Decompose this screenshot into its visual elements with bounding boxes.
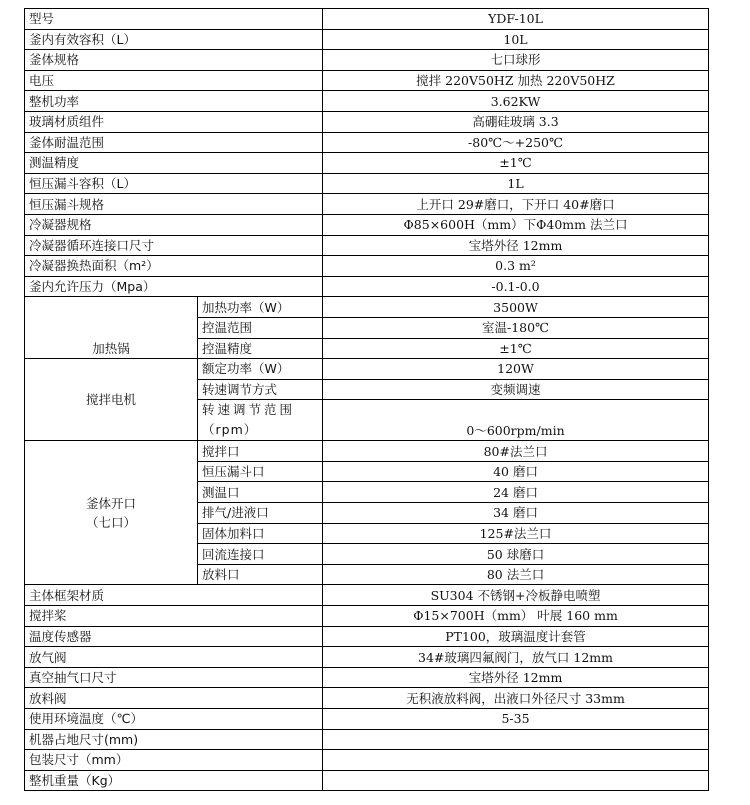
row-value: ±1℃ [323, 338, 709, 359]
row-value [323, 750, 709, 771]
table-row [25, 235, 709, 256]
table-row [25, 606, 709, 627]
row-value: 125#法兰口 [323, 523, 709, 544]
table-row [25, 29, 709, 50]
table-row [25, 9, 709, 30]
row-value: PT100，玻璃温度计套管 [323, 626, 709, 647]
row-value: 搅拌 220V50HZ 加热 220V50HZ [323, 70, 709, 91]
row-label: 放料口 [198, 564, 323, 585]
row-label: 控温范围 [198, 317, 323, 338]
table-row [25, 256, 709, 277]
row-label: 机器占地尺寸(mm) [25, 729, 323, 750]
row-label: 冷凝器循环连接口尺寸 [25, 235, 323, 256]
row-value: 无积液放料阀，出液口外径尺寸 33mm [323, 688, 709, 709]
row-label: 搅拌口 [198, 441, 323, 462]
row-value: 宝塔外径 12mm [323, 667, 709, 688]
row-label: 放料阀 [25, 688, 323, 709]
row-label: 测温口 [198, 482, 323, 503]
row-label: 加热功率（W） [198, 297, 323, 318]
row-label: 温度传感器 [25, 626, 323, 647]
speed-range-label [198, 400, 323, 441]
row-label: 冷凝器换热面积（m²） [25, 256, 323, 277]
group-ports-line2: （七口） [85, 514, 136, 530]
row-value: 3.62KW [323, 91, 709, 112]
row-value: Φ15×700H（mm） 叶展 160 mm [323, 606, 709, 627]
row-value: Φ85×600H（mm）下Φ40mm 法兰口 [323, 214, 709, 235]
row-label: 釜内有效容积（L） [25, 29, 323, 50]
table-row [25, 276, 709, 297]
row-label: 釜体耐温范围 [25, 132, 323, 153]
row-value: 1L [323, 173, 709, 194]
row-value: 室温-180℃ [323, 317, 709, 338]
row-label: 测温精度 [25, 153, 323, 174]
row-label: 额定功率（W） [198, 359, 323, 380]
speed-range-label-line2: （rpm） [202, 422, 258, 438]
row-label: 玻璃材质组件 [25, 111, 323, 132]
row-label: 回流连接口 [198, 544, 323, 565]
row-value: 0.3 m² [323, 256, 709, 277]
row-value: 80#法兰口 [323, 441, 709, 462]
table-row [25, 132, 709, 153]
table-row [25, 214, 709, 235]
row-label: 冷凝器规格 [25, 214, 323, 235]
row-value: ±1℃ [323, 153, 709, 174]
row-value: 80 法兰口 [323, 564, 709, 585]
table-row [25, 50, 709, 71]
row-value: 上开口 29#磨口，下开口 40#磨口 [323, 194, 709, 215]
spec-table [24, 8, 709, 791]
table-row [25, 70, 709, 91]
group-ports-line1: 釜体开口 [85, 495, 136, 511]
table-row [25, 441, 709, 462]
row-label: 整机重量（Kg） [25, 770, 323, 791]
group-motor: 搅拌电机 [25, 359, 198, 441]
row-value: 40 磨口 [323, 461, 709, 482]
row-label: 恒压漏斗容积（L） [25, 173, 323, 194]
table-row [25, 91, 709, 112]
row-value [323, 729, 709, 750]
table-row [25, 585, 709, 606]
group-ports [25, 441, 198, 585]
row-label: 真空抽气口尺寸 [25, 667, 323, 688]
table-row [25, 667, 709, 688]
table-row [25, 688, 709, 709]
row-value: 3500W [323, 297, 709, 318]
row-label: 恒压漏斗口 [198, 461, 323, 482]
row-label: 固体加料口 [198, 523, 323, 544]
row-value [323, 770, 709, 791]
row-value: 24 磨口 [323, 482, 709, 503]
row-value: 5-35 [323, 709, 709, 730]
row-value: 50 球磨口 [323, 544, 709, 565]
spec-sheet [24, 8, 708, 792]
row-label: 转速调节方式 [198, 379, 323, 400]
row-label: 釜内允许压力（Mpa） [25, 276, 323, 297]
row-label: 恒压漏斗规格 [25, 194, 323, 215]
row-label: 型号 [25, 9, 323, 30]
speed-range-value: 0～600rpm/min [323, 400, 709, 441]
row-value: 34 磨口 [323, 503, 709, 524]
row-value: 120W [323, 359, 709, 380]
row-label: 搅拌桨 [25, 606, 323, 627]
row-value: 宝塔外径 12mm [323, 235, 709, 256]
row-label: 排气/进液口 [198, 503, 323, 524]
row-value: SU304 不锈钢+冷板静电喷塑 [323, 585, 709, 606]
row-label: 使用环境温度（℃） [25, 709, 323, 730]
row-label: 电压 [25, 70, 323, 91]
table-row [25, 626, 709, 647]
table-row [25, 194, 709, 215]
row-value: 10L [323, 29, 709, 50]
row-value: 七口球形 [323, 50, 709, 71]
row-value: 34#玻璃四氟阀门，放气口 12mm [323, 647, 709, 668]
row-value: YDF-10L [323, 9, 709, 30]
row-value: 高硼硅玻璃 3.3 [323, 111, 709, 132]
row-label: 整机功率 [25, 91, 323, 112]
group-heating: 加热锅 [25, 297, 198, 359]
table-row [25, 709, 709, 730]
row-label: 放气阀 [25, 647, 323, 668]
row-value: -80℃～+250℃ [323, 132, 709, 153]
table-row [25, 647, 709, 668]
table-row [25, 770, 709, 791]
row-value: 变频调速 [323, 379, 709, 400]
speed-range-label-line1: 转速调节范围 [202, 402, 296, 418]
row-label: 釜体规格 [25, 50, 323, 71]
table-row [25, 153, 709, 174]
row-label: 包装尺寸（mm） [25, 750, 323, 771]
table-row [25, 750, 709, 771]
row-value: -0.1-0.0 [323, 276, 709, 297]
table-row [25, 173, 709, 194]
table-row [25, 111, 709, 132]
table-row [25, 297, 709, 318]
row-label: 主体框架材质 [25, 585, 323, 606]
table-row [25, 729, 709, 750]
table-row [25, 359, 709, 380]
row-label: 控温精度 [198, 338, 323, 359]
